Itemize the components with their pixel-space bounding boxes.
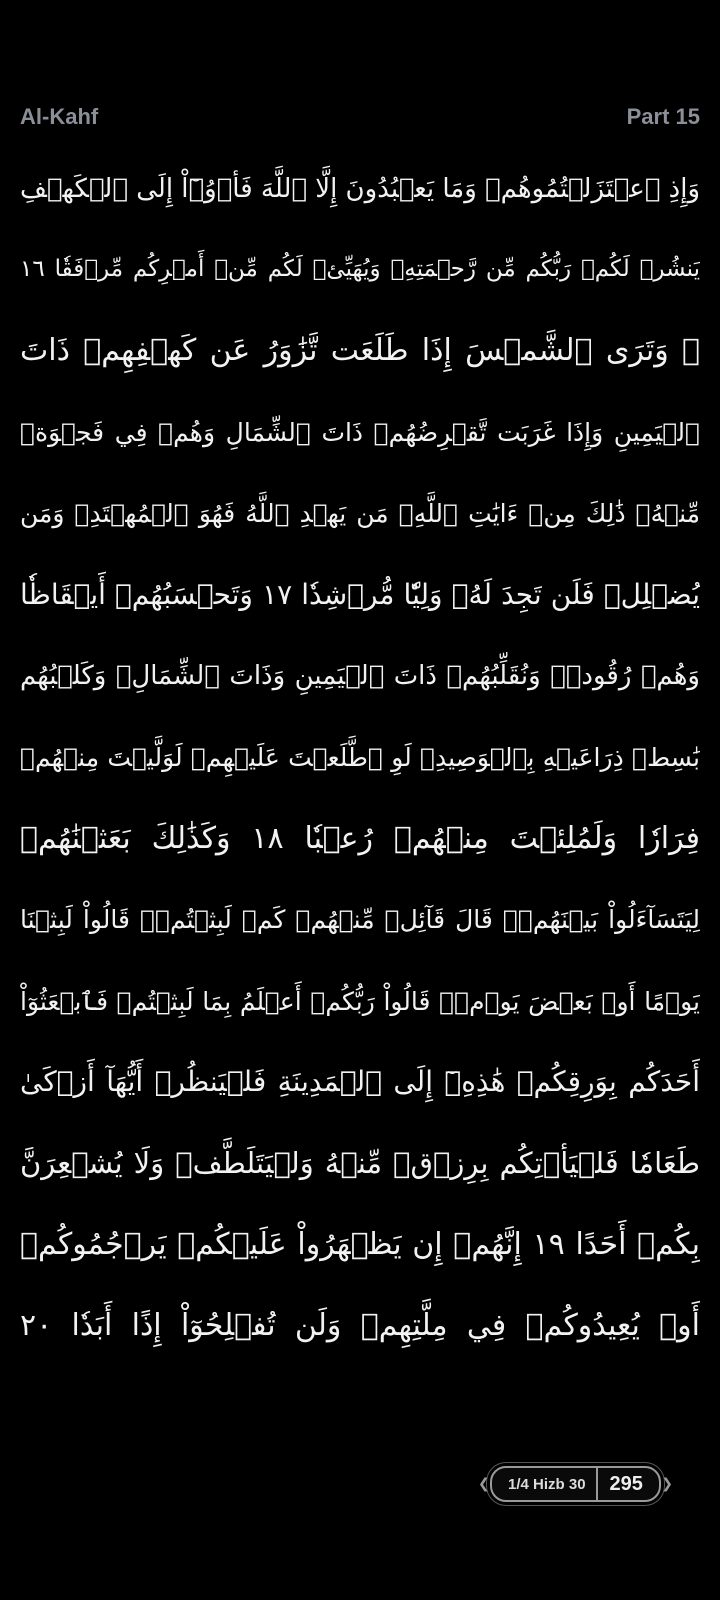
verse-line (20, 798, 700, 879)
verse-line-text: بِكُمۡ أَحَدًا ١٩ إِنَّهُمۡ إِن يَظۡهَرُواْ عَلَيۡكُمۡ يَرۡجُمُوكُمۡ (20, 1226, 700, 1262)
verse-line (20, 1123, 700, 1204)
verse-line (20, 961, 700, 1042)
verse-line-text: وَإِذِ ٱعۡتَزَلۡتُمُوهُمۡ وَمَا يَعۡبُدُونَ إِلَّا ٱللَّهَ فَأۡوُۥٓاْ إِلَى ٱلۡكَهۡفِ (20, 173, 700, 204)
verse-line-text: وَهُمۡ رُقُودٞۚ وَنُقَلِّبُهُمۡ ذَاتَ ٱلۡيَمِينِ وَذَاتَ ٱلشِّمَالِۖ وَكَلۡبُهُم (20, 661, 700, 692)
verse-line-text: يَوۡمًا أَوۡ بَعۡضَ يَوۡمٖۚ قَالُواْ رَبُّكُمۡ أَعۡلَمُ بِمَا لَبِثۡتُمۡ فَٱبۡعَثُوٓاْ (20, 986, 700, 1016)
verse-line (20, 392, 700, 473)
page-footer (478, 1466, 700, 1502)
surah-name[interactable]: Al-Kahf (20, 104, 99, 129)
verse-line (20, 636, 700, 717)
verse-line-text: يُضۡلِلۡ فَلَن تَجِدَ لَهُۥ وَلِيّٗا مُّرۡشِدٗا ١٧ وَتَحۡسَبُهُمۡ أَيۡقَاظٗا (20, 577, 700, 611)
verse-line (20, 148, 700, 229)
verse-line (20, 554, 700, 635)
verse-line (20, 879, 700, 960)
verse-line-text: يَنشُرۡ لَكُمۡ رَبُّكُم مِّن رَّحۡمَتِهِۦ وَيُهَيِّئۡ لَكُم مِّنۡ أَمۡرِكُم مِّرۡفَقٗا ١٦ (20, 256, 700, 283)
verse-line (20, 1204, 700, 1285)
verse-line-text: طَعَامٗا فَلۡيَأۡتِكُم بِرِزۡقٖ مِّنۡهُ وَلۡيَتَلَطَّفۡ وَلَا يُشۡعِرَنَّ (20, 1146, 700, 1181)
ornament-left-icon: ❮ (478, 1476, 490, 1492)
verse-line (20, 717, 700, 798)
verse-line-text: ٱلۡيَمِينِ وَإِذَا غَرَبَت تَّقۡرِضُهُمۡ ذَاتَ ٱلشِّمَالِ وَهُمۡ فِي فَجۡوَةٖ (20, 417, 700, 447)
ornament-right-icon: ❯ (661, 1476, 673, 1492)
verse-line-text: بَٰسِطٞ ذِرَاعَيۡهِ بِٱلۡوَصِيدِۚ لَوِ ٱطَّلَعۡتَ عَلَيۡهِمۡ لَوَلَّيۡتَ مِنۡهُمۡ (20, 742, 700, 772)
verse-line-text: أَوۡ يُعِيدُوكُمۡ فِي مِلَّتِهِمۡ وَلَن تُفۡلِحُوٓاْ إِذًا أَبَدٗا ٢٠ (20, 1308, 700, 1344)
page-number: 295 (609, 1472, 643, 1495)
hizb-indicator: 1/4 Hizb 30 (502, 1468, 598, 1500)
verse-line (20, 1042, 700, 1123)
verse-line-text: ۞ وَتَرَى ٱلشَّمۡسَ إِذَا طَلَعَت تَّزَٰوَرُ عَن كَهۡفِهِمۡ ذَاتَ (20, 333, 700, 369)
verse-line (20, 229, 700, 310)
juz-part-label[interactable]: Part 15 (626, 104, 700, 129)
verse-line-text: فِرَارٗا وَلَمُلِئۡتَ مِنۡهُمۡ رُعۡبٗا ١٨ وَكَذَٰلِكَ بَعَثۡنَٰهُمۡ (20, 820, 700, 856)
verse-line (20, 311, 700, 392)
mushaf-page[interactable] (20, 148, 700, 1448)
verse-line-text: مِّنۡهُۚ ذَٰلِكَ مِنۡ ءَايَٰتِ ٱللَّهِۗ مَن يَهۡدِ ٱللَّهُ فَهُوَ ٱلۡمُهۡتَدِۖ وَمَن (20, 499, 700, 529)
page-header (20, 100, 700, 134)
page-info-badge (478, 1466, 673, 1502)
verse-line (20, 1286, 700, 1367)
verse-line (20, 473, 700, 554)
verse-line-text: لِيَتَسَآءَلُواْ بَيۡنَهُمۡۚ قَالَ قَآئِلٞ مِّنۡهُمۡ كَمۡ لَبِثۡتُمۡۖ قَالُواْ لَبِثۡنَا (20, 905, 700, 935)
verse-line-text: أَحَدَكُم بِوَرِقِكُمۡ هَٰذِهِۦٓ إِلَى ٱلۡمَدِينَةِ فَلۡيَنظُرۡ أَيُّهَآ أَزۡكَىٰ (20, 1065, 700, 1099)
